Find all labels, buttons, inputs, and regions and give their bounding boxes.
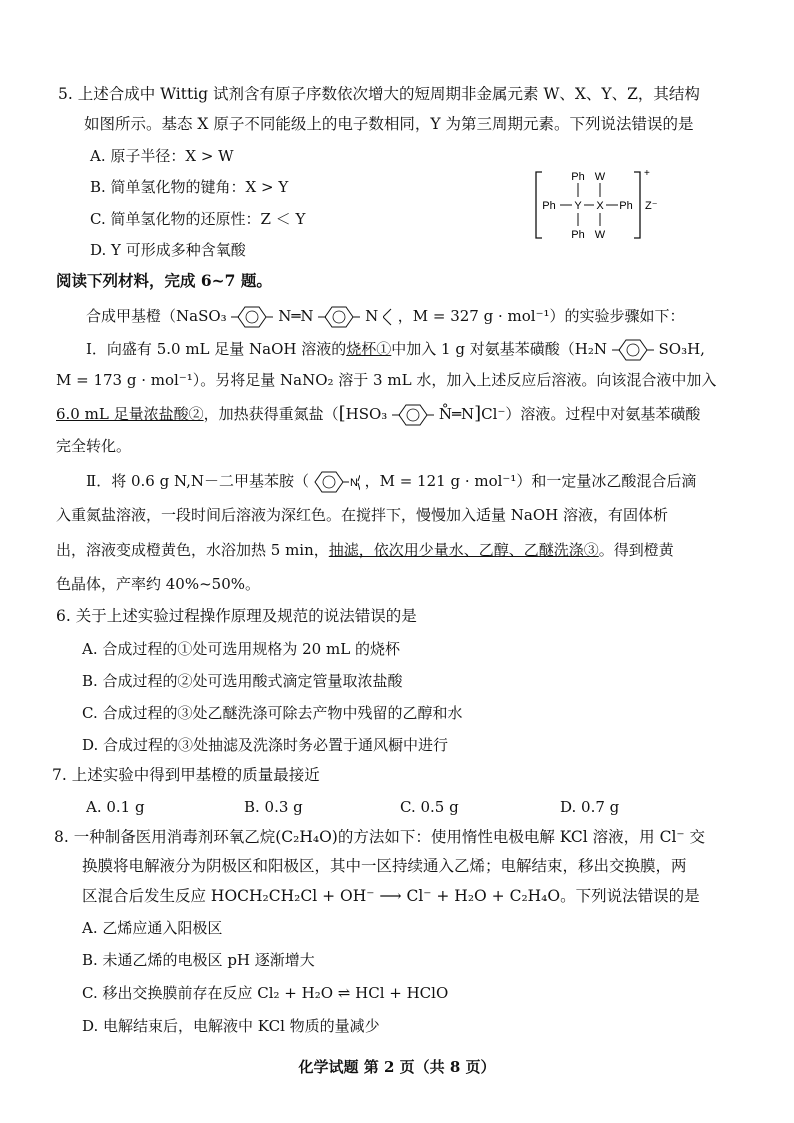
q8-stem-line3: 区混合后发生反应 HOCH₂CH₂Cl + OH⁻ ⟶ Cl⁻ + H₂O + C₂H₄O。下列说法错误的是 (82, 887, 700, 905)
benzene-ring-icon (612, 337, 654, 363)
step1-text-b: 中加入 1 g 对氨基苯磺酸（H₂N (391, 340, 607, 358)
step1-line1 (86, 337, 705, 363)
step1-line3: 6.0 mL 足量浓盐酸②，加热获得重氮盐（[HSO₃ N̊═N]Cl⁻）溶液。过程中对氨基苯磺酸 (56, 402, 700, 428)
q6-option-c: C. 合成过程的③处乙醚洗涤可除去产物中残留的乙醇和水 (82, 704, 463, 722)
struct-ph-top: Ph (571, 171, 585, 183)
step1-line4: 完全转化。 (56, 437, 132, 455)
intro-azo: N═N (278, 307, 314, 325)
page-footer: 化学试题 第 2 页（共 8 页） (298, 1058, 496, 1076)
q5-stem-line2: 如图所示。基态 X 原子不同能级上的电子数相同，Y 为第三周期元素。下列说法错误的是 (84, 115, 694, 133)
struct-ph-left: Ph (542, 200, 556, 212)
intro-text-a: 合成甲基橙（NaSO₃ (86, 307, 227, 325)
step2-text-a: Ⅱ．将 0.6 g N,N－二甲基苯胺（ (86, 472, 310, 490)
struct-ph-bottom: Ph (571, 229, 585, 241)
step1-acid: 6.0 mL 足量浓盐酸② (56, 405, 204, 423)
intro-n: N (365, 307, 379, 325)
benzene-ring-icon (392, 402, 434, 428)
step1-text-c: SO₃H, (658, 340, 705, 358)
benzene-ring-icon (231, 304, 273, 330)
q5-option-d: D. Y 可形成多种含氧酸 (90, 241, 246, 259)
q7-stem: 7. 上述实验中得到甲基橙的质量最接近 (52, 766, 320, 784)
step1-line2: M = 173 g · mol⁻¹）。另将足量 NaNO₂ 溶于 3 mL 水，加入上述反应后溶液。向该混合液中加入 (56, 371, 717, 389)
step2-wash: 抽滤，依次用少量水、乙醇、乙醚洗涤③ (328, 541, 599, 559)
q7-option-a: A. 0.1 g (86, 798, 145, 816)
q8-stem-line1: 8. 一种制备医用消毒剂环氧乙烷(C₂H₄O)的方法如下：使用惰性电极电解 KCl 溶液，用 Cl⁻ 交 (54, 828, 706, 846)
struct-w-bottom: W (594, 229, 606, 241)
q7-option-c: C. 0.5 g (400, 798, 459, 816)
struct-ph-right: Ph (619, 200, 633, 212)
step1-text-e: ，加热获得重氮盐（ (203, 405, 339, 423)
step2-line2: 入重氮盐溶液，一段时间后溶液为深红色。在搅拌下，慢慢加入适量 NaOH 溶液，有固体析 (56, 506, 668, 524)
struct-anion: Z⁻ (645, 200, 658, 212)
q8-option-c: C. 移出交换膜前存在反应 Cl₂ + H₂O ⇌ HCl + HClO (82, 984, 449, 1002)
step2-text-b: ，M = 121 g · mol⁻¹）和一定量冰乙酸混合后滴 (364, 472, 697, 490)
q5-option-c: C. 简单氢化物的还原性：Z ＜ Y (90, 210, 306, 228)
q6-option-b: B. 合成过程的②处可选用酸式滴定管量取浓盐酸 (82, 672, 403, 690)
struct-x: X (596, 200, 604, 212)
svg-text:N: N (349, 477, 358, 489)
step2-text-d: 出，溶液变成橙黄色，水浴加热 5 min， (56, 541, 329, 559)
step1-text-f: ）溶液。过程中对氨基苯磺酸 (505, 405, 701, 423)
wittig-structure (528, 166, 668, 244)
step2-text-e: 。得到橙黄 (598, 541, 674, 559)
benzene-ring-icon (318, 304, 360, 330)
q7-option-d: D. 0.7 g (560, 798, 620, 816)
step1-beaker: 烧杯① (346, 340, 392, 358)
step2-line4: 色晶体，产率约 40%~50%。 (56, 575, 261, 593)
q5-option-b: B. 简单氢化物的键角：X > Y (90, 178, 289, 196)
q6-option-a: A. 合成过程的①处可选用规格为 20 mL 的烧杯 (82, 640, 400, 658)
struct-charge: + (644, 168, 650, 179)
step1-text-a: Ⅰ．向盛有 5.0 mL 足量 NaOH 溶液的 (86, 340, 347, 358)
step1-diazo-c: Cl⁻ (481, 405, 506, 423)
dimethyl-branch-icon (383, 306, 393, 328)
q8-stem-line2: 换膜将电解液分为阴极区和阳极区，其中一区持续通入乙烯；电解结束，移出交换膜，两 (82, 857, 687, 875)
step1-diazo-a: HSO₃ (345, 405, 388, 423)
q6-stem: 6. 关于上述实验过程操作原理及规范的说法错误的是 (56, 607, 417, 625)
q8-option-d: D. 电解结束后，电解液中 KCl 物质的量减少 (82, 1017, 380, 1035)
material-intro (86, 304, 685, 330)
q8-option-a: A. 乙烯应通入阳极区 (82, 919, 223, 937)
struct-w-top: W (594, 171, 606, 183)
q8-option-b: B. 未通乙烯的电极区 pH 逐渐增大 (82, 951, 315, 969)
q5-stem-line1: 5. 上述合成中 Wittig 试剂含有原子序数依次增大的短周期非金属元素 W、X、Y、Z，其结构 (58, 85, 700, 103)
struct-y: Y (574, 200, 582, 212)
q5-option-a: A. 原子半径：X > W (90, 147, 234, 165)
step1-diazo-b: N̊═N (438, 405, 475, 423)
q6-option-d: D. 合成过程的③处抽滤及洗涤时务必置于通风橱中进行 (82, 736, 449, 754)
q7-option-b: B. 0.3 g (244, 798, 303, 816)
material-heading: 阅读下列材料，完成 6~7 题。 (56, 271, 272, 290)
dimethylaniline-icon (314, 469, 360, 495)
intro-text-d: ，M = 327 g · mol⁻¹）的实验步骤如下： (397, 307, 685, 325)
step2-line1 (86, 469, 696, 495)
step2-line3 (56, 540, 674, 560)
